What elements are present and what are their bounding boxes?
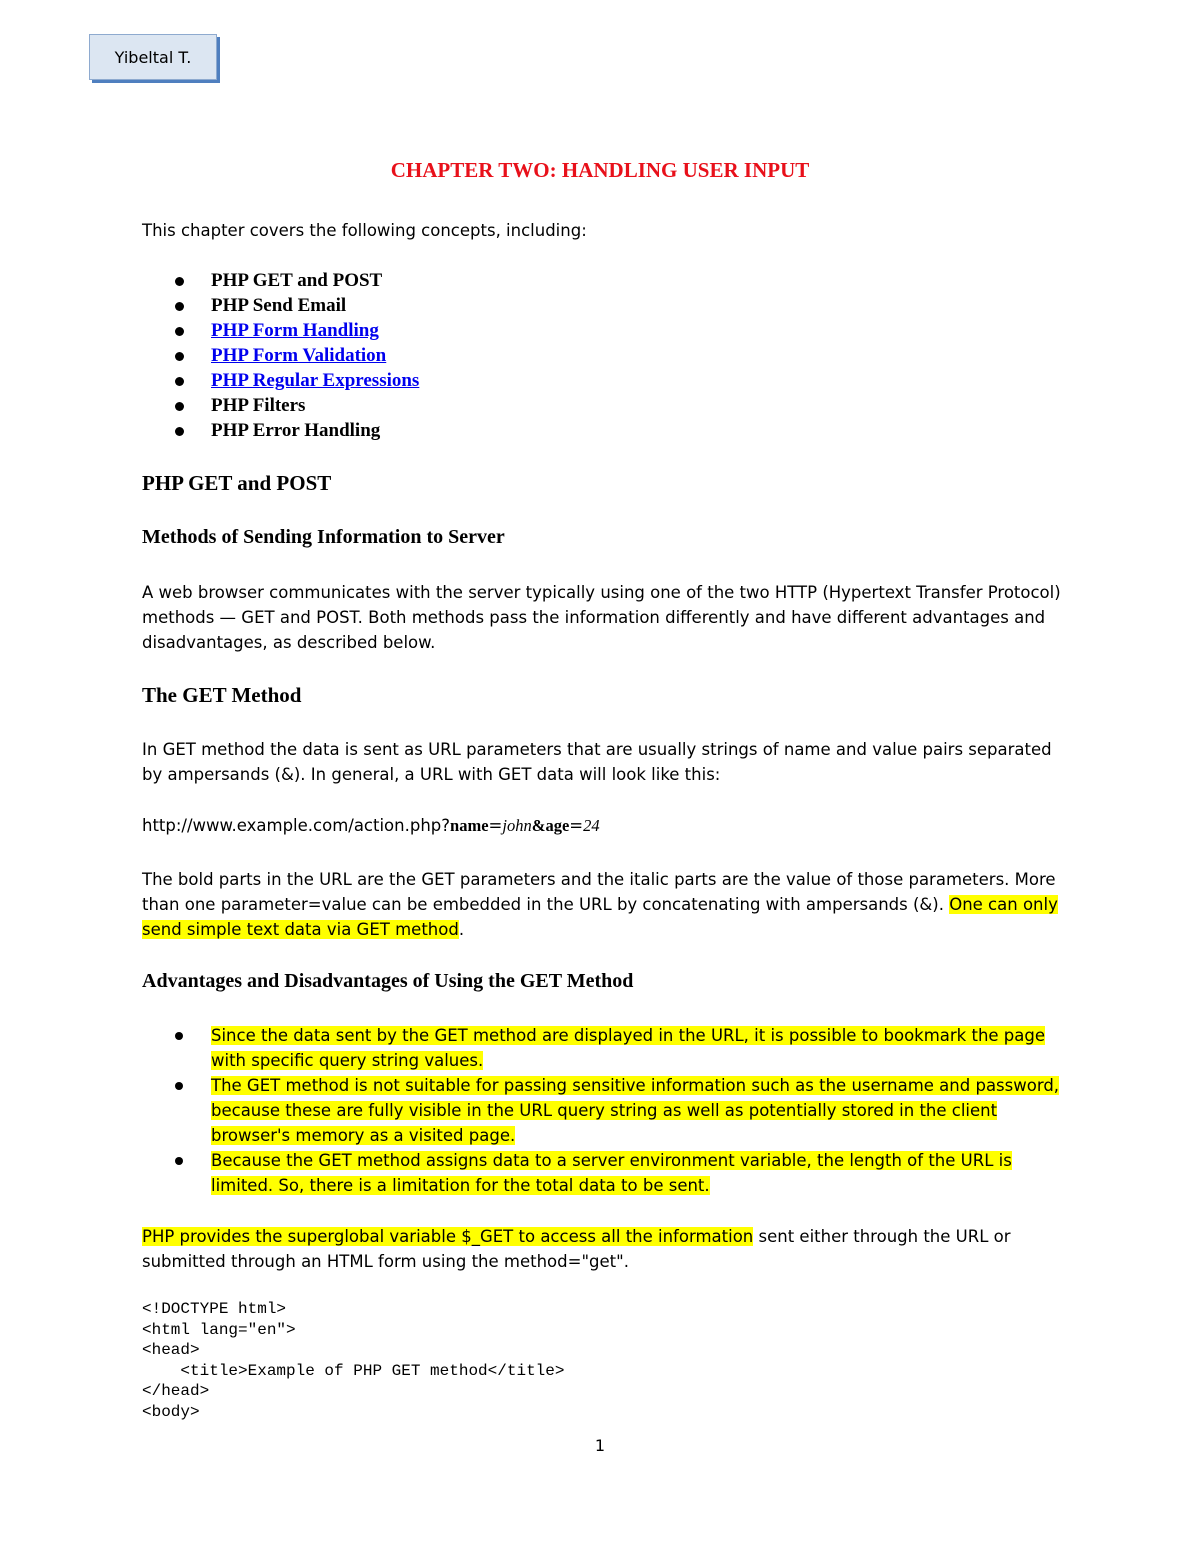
methods-paragraph: A web browser communicates with the server typically using one of the two HTTP (Hypertext Transfer Protocol) methods — GET and POST. Both methods pass the information differently and have different advantages and disadvantages, as described below. bbox=[142, 583, 1061, 652]
advantages-list bbox=[142, 1023, 1062, 1198]
list-item: PHP Error Handling bbox=[142, 418, 419, 443]
code-line: <!DOCTYPE html> bbox=[142, 1300, 287, 1318]
bullet-icon bbox=[175, 427, 184, 436]
bullet-icon bbox=[175, 327, 184, 336]
regular-expressions-link[interactable]: PHP Regular Expressions bbox=[211, 370, 420, 391]
highlighted-text: PHP provides the superglobal variable $_GET to access all the information bbox=[142, 1227, 754, 1246]
bullet-icon bbox=[175, 352, 184, 361]
list-item: Since the data sent by the GET method are displayed in the URL, it is possible to bookmark the page with specific query string values. bbox=[142, 1023, 1062, 1073]
list-item: PHP Filters bbox=[142, 393, 419, 418]
superglobal-paragraph: PHP provides the superglobal variable $_GET to access all the information sent either through the URL or submitted through an HTML form using the method="get". bbox=[142, 1227, 1011, 1271]
code-line: <title>Example of PHP GET method</title> bbox=[142, 1361, 565, 1380]
bullet-icon bbox=[175, 1082, 183, 1090]
code-line: <head> bbox=[142, 1341, 200, 1359]
get-method-heading: The GET Method bbox=[142, 683, 302, 707]
form-handling-link[interactable]: PHP Form Handling bbox=[211, 320, 379, 341]
intro-text: This chapter covers the following concepts, including: bbox=[142, 221, 587, 240]
example-url: http://www.example.com/action.php?name=john&age=24 bbox=[142, 816, 600, 835]
get-method-paragraph: In GET method the data is sent as URL parameters that are usually strings of name and value pairs separated by ampersands (&). In general, a URL with GET data will look like this: bbox=[142, 740, 1052, 784]
code-line: <body> bbox=[142, 1402, 200, 1421]
url-explanation-paragraph: The bold parts in the URL are the GET parameters and the italic parts are the value of those parameters. More than one parameter=value can be embedded in the URL by concatenating with ampersands (&). One can only send simple text data via GET method. bbox=[142, 870, 1058, 939]
code-line: <html lang="en"> bbox=[142, 1320, 296, 1339]
bullet-icon bbox=[175, 1032, 183, 1040]
author-name: Yibeltal T. bbox=[114, 47, 192, 67]
list-item[interactable] bbox=[142, 318, 419, 343]
author-text-box bbox=[89, 34, 217, 80]
bullet-icon bbox=[175, 1157, 183, 1165]
form-validation-link[interactable]: PHP Form Validation bbox=[211, 345, 387, 366]
code-line: </head> bbox=[142, 1382, 210, 1400]
bullet-icon bbox=[175, 302, 184, 311]
bullet-icon bbox=[175, 277, 184, 286]
advantages-heading: Advantages and Disadvantages of Using the GET Method bbox=[142, 970, 634, 992]
section-heading-get-post: PHP GET and POST bbox=[142, 471, 332, 495]
concepts-list bbox=[142, 268, 419, 443]
list-item: PHP GET and POST bbox=[142, 268, 419, 293]
list-item[interactable] bbox=[142, 368, 419, 393]
list-item: The GET method is not suitable for passing sensitive information such as the username and password, because these are fully visible in the URL query string as well as potentially stored in the client browser's memory as a visited page. bbox=[142, 1073, 1062, 1148]
list-item: Because the GET method assigns data to a server environment variable, the length of the URL is limited. So, there is a limitation for the total data to be sent. bbox=[142, 1148, 1062, 1198]
list-item[interactable] bbox=[142, 343, 419, 368]
highlighted-text: One can only send simple text data via GET method bbox=[142, 895, 1058, 939]
page-number: 1 bbox=[594, 1436, 606, 1455]
bullet-icon bbox=[175, 377, 184, 386]
code-block bbox=[142, 1299, 564, 1422]
chapter-title: CHAPTER TWO: HANDLING USER INPUT bbox=[390, 158, 810, 182]
list-item: PHP Send Email bbox=[142, 293, 419, 318]
subheading-methods: Methods of Sending Information to Server bbox=[142, 526, 505, 548]
bullet-icon bbox=[175, 402, 184, 411]
